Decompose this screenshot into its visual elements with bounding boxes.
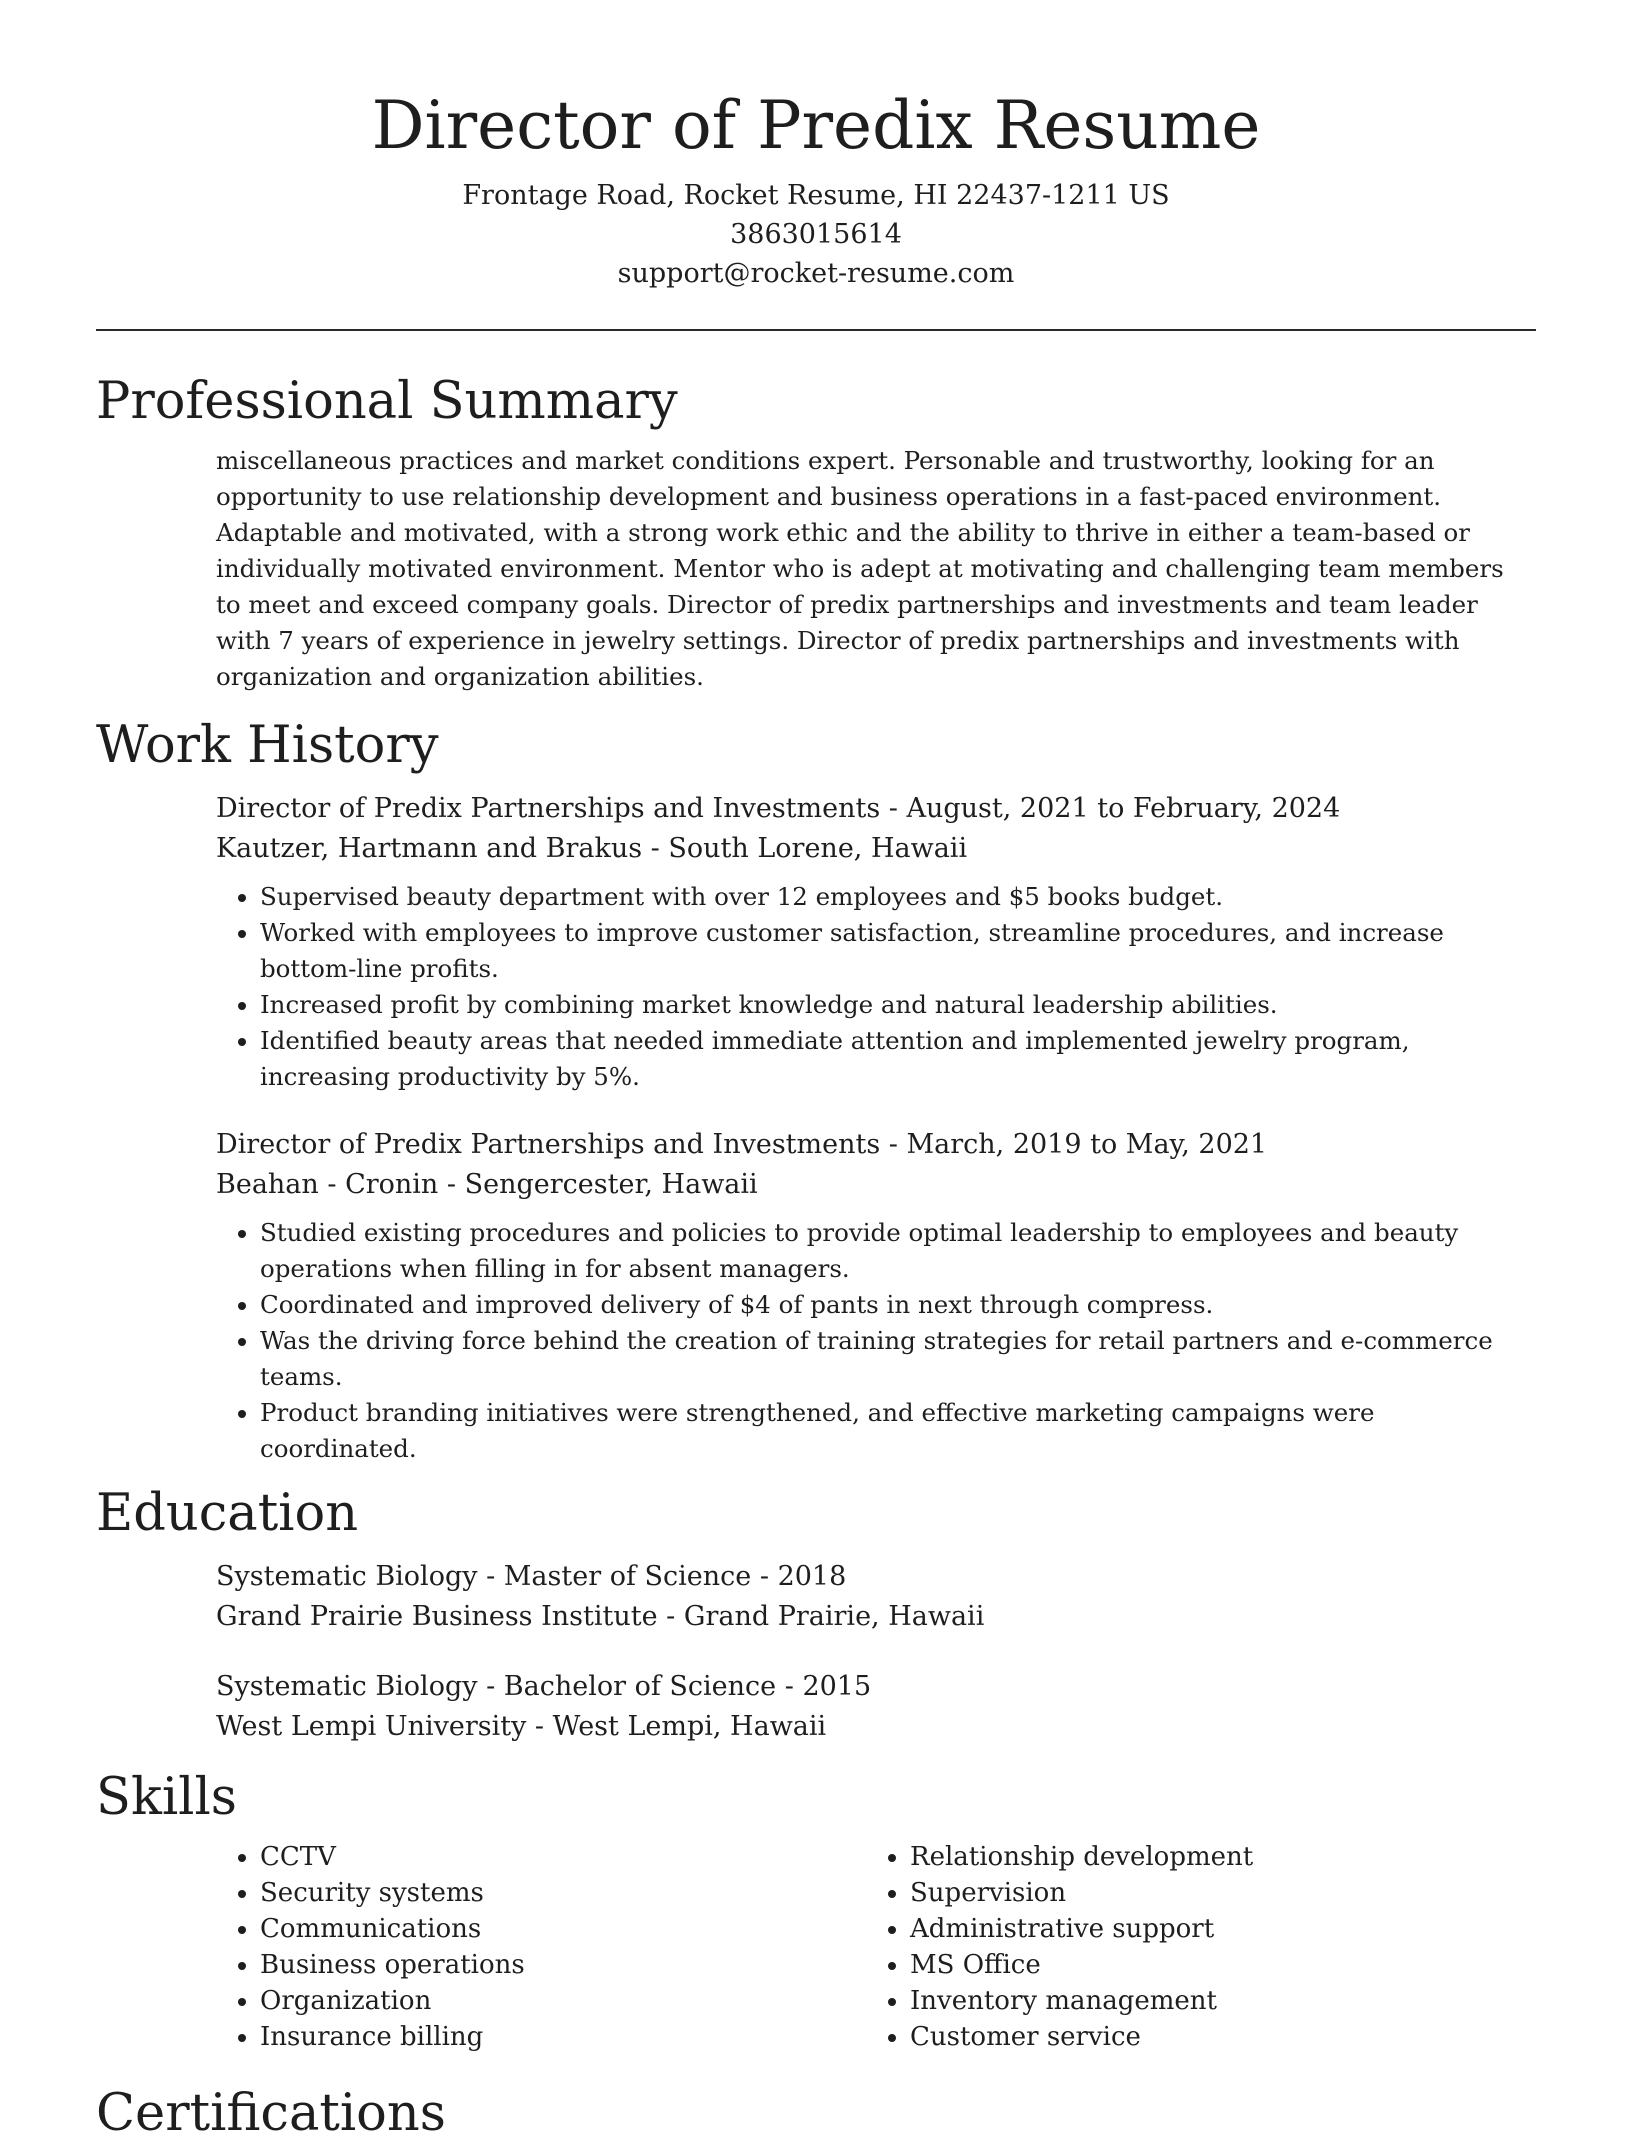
separator: - — [642, 833, 669, 864]
list-item: • Customer service — [910, 2019, 1516, 2055]
separator: - — [657, 1601, 684, 1632]
job-company-line — [216, 829, 1536, 869]
job-dates: March, 2019 to May, 2021 — [906, 1129, 1268, 1160]
contact-info — [96, 176, 1536, 293]
education-field: Systematic Biology — [216, 1561, 478, 1592]
job-bullets — [216, 1215, 1536, 1467]
list-item: • Identified beauty areas that needed immediate attention and implemented jewelry program, increasing productivity by 5%. — [260, 1023, 1536, 1095]
job-bullets — [216, 879, 1536, 1095]
separator: - — [477, 1561, 504, 1592]
job-role: Director of Predix Partnerships and Investments — [216, 1129, 881, 1160]
education-list — [216, 1557, 1536, 1747]
education-location: Grand Prairie, Hawaii — [683, 1601, 985, 1632]
separator: - — [477, 1671, 504, 1702]
education-school: Grand Prairie Business Institute — [216, 1601, 658, 1632]
list-item: • Coordinated and improved delivery of $4 of pants in next through compress. — [260, 1287, 1536, 1323]
job-entry — [216, 1125, 1536, 1467]
section-title-skills: Skills — [96, 1768, 237, 1827]
email: support@rocket-resume.com — [617, 258, 1015, 289]
job-heading — [216, 1125, 1536, 1165]
section-title-education: Education — [96, 1484, 359, 1543]
list-item: • Insurance billing — [260, 2019, 866, 2055]
list-item: • Communications — [260, 1911, 866, 1947]
list-item: • Studied existing procedures and policies to provide optimal leadership to employees and beauty operations when filling in for absent managers. — [260, 1215, 1536, 1287]
education-degree: Bachelor of Science — [503, 1671, 777, 1702]
skills-column-left — [216, 1839, 866, 2055]
resume-title: Director of Predix Resume — [371, 87, 1261, 164]
list-item: • Supervised beauty department with over 12 employees and $5 books budget. — [260, 879, 1536, 915]
education-heading — [216, 1667, 1536, 1707]
list-item: • Business operations — [260, 1947, 866, 1983]
separator: - — [438, 1169, 465, 1200]
job-company-line — [216, 1165, 1536, 1205]
education-field: Systematic Biology — [216, 1671, 478, 1702]
header-divider — [96, 329, 1536, 331]
education-year: 2015 — [802, 1671, 872, 1702]
job-heading — [216, 789, 1536, 829]
separator: - — [776, 1671, 803, 1702]
separator: - — [880, 793, 907, 824]
list-item: • Product branding initiatives were strengthened, and effective marketing campaigns were coordinated. — [260, 1395, 1536, 1467]
job-role: Director of Predix Partnerships and Investments — [216, 793, 881, 824]
section-title-work: Work History — [96, 716, 439, 775]
job-company: Kautzer, Hartmann and Brakus — [216, 833, 643, 864]
summary-text: miscellaneous practices and market conditions expert. Personable and trustworthy, looking for an opportunity to use relationship development and business operations in a fast-paced environment. Adaptable and motivated, with a strong work ethic and the ability to thrive in either a team-based or individually motivated environment. Mentor who is adept at motivating and challenging team members to meet and exceed company goals. Director of predix partnerships and investments and team leader with 7 years of experience in jewelry settings. Director of predix partnerships and investments with organization and organization abilities. — [216, 446, 1504, 691]
job-location: South Lorene, Hawaii — [668, 833, 968, 864]
phone: 3863015614 — [730, 219, 902, 250]
section-title-summary: Professional Summary — [96, 372, 678, 431]
education-heading — [216, 1557, 1536, 1597]
education-location: West Lempi, Hawaii — [552, 1711, 827, 1742]
list-item: • Security systems — [260, 1875, 866, 1911]
education-school: West Lempi University — [216, 1711, 527, 1742]
list-item: • Increased profit by combining market knowledge and natural leadership abilities. — [260, 987, 1536, 1023]
list-item: • CCTV — [260, 1839, 866, 1875]
address: Frontage Road, Rocket Resume, HI 22437-1211 US — [462, 180, 1170, 211]
list-item: • Worked with employees to improve customer satisfaction, streamline procedures, and increase bottom-line profits. — [260, 915, 1536, 987]
list-item: • Relationship development — [910, 1839, 1516, 1875]
education-school-line — [216, 1707, 1536, 1747]
resume-header — [96, 0, 1536, 293]
skills-column-right — [866, 1839, 1516, 2055]
section-title-certifications: Certifications — [96, 2084, 446, 2143]
separator: - — [526, 1711, 553, 1742]
education-entry — [216, 1557, 1536, 1637]
list-item: • Supervision — [910, 1875, 1516, 1911]
job-dates: August, 2021 to February, 2024 — [906, 793, 1341, 824]
work-history — [216, 789, 1536, 1467]
list-item: • Inventory management — [910, 1983, 1516, 2019]
list-item: • MS Office — [910, 1947, 1516, 1983]
education-year: 2018 — [777, 1561, 847, 1592]
education-entry — [216, 1667, 1536, 1747]
resume-page — [96, 0, 1536, 2145]
separator: - — [880, 1129, 907, 1160]
list-item: • Administrative support — [910, 1911, 1516, 1947]
list-item: • Organization — [260, 1983, 866, 2019]
skills-list — [216, 1839, 1536, 2055]
job-entry — [216, 789, 1536, 1095]
education-school-line — [216, 1597, 1536, 1637]
separator: - — [751, 1561, 778, 1592]
job-company: Beahan - Cronin — [216, 1169, 439, 1200]
education-degree: Master of Science — [503, 1561, 752, 1592]
list-item: • Was the driving force behind the creation of training strategies for retail partners and e-commerce teams. — [260, 1323, 1536, 1395]
job-location: Sengercester, Hawaii — [464, 1169, 758, 1200]
